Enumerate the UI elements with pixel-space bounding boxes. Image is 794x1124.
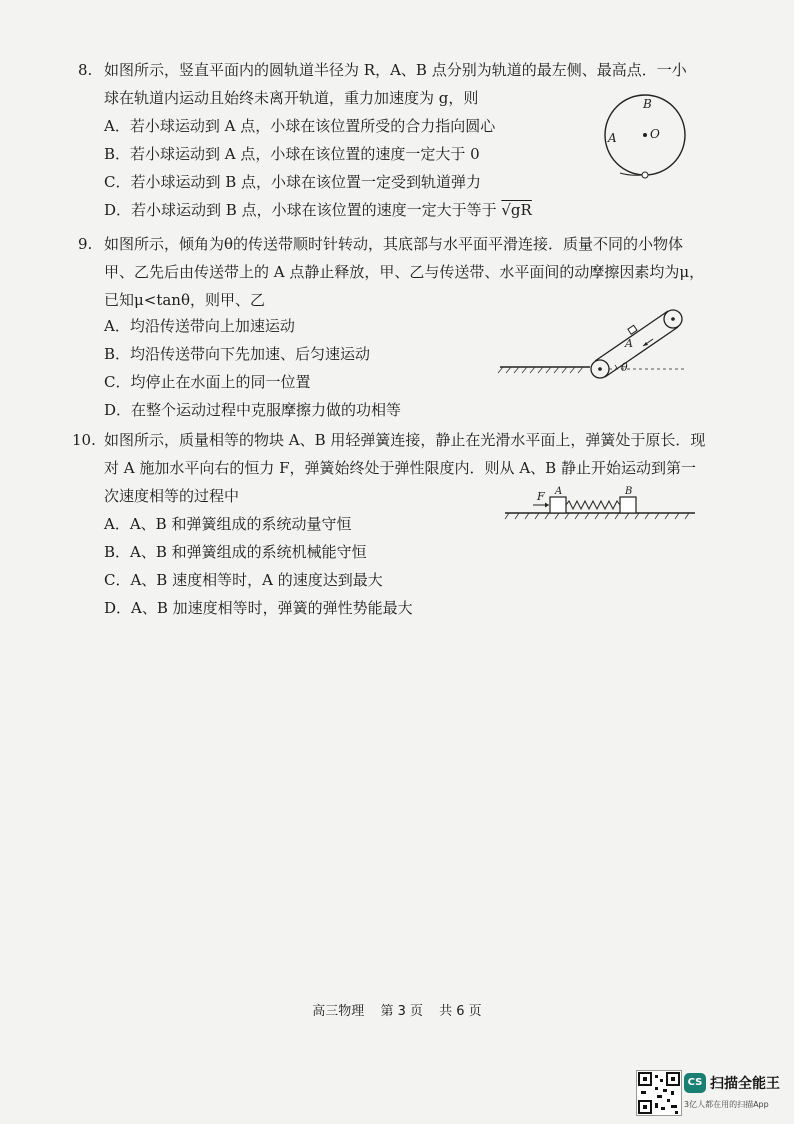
question-10-number: 10. [72, 431, 96, 449]
spring-blocks-figure [505, 485, 695, 525]
force-f-label: F [537, 490, 545, 503]
question-10-option-c: C．A、B 速度相等时，A 的速度达到最大 [104, 571, 383, 589]
question-8-option-a: A．若小球运动到 A 点，小球在该位置所受的合力指向圆心 [104, 117, 496, 135]
question-10-option-b: B．A、B 和弹簧组成的系统机械能守恒 [104, 543, 367, 561]
camscanner-tagline: 3亿人都在用的扫描App [684, 1100, 769, 1109]
circular-track-figure [600, 90, 690, 180]
question-9-option-b: B．均沿传送带向下先加速、后匀速运动 [104, 345, 371, 363]
point-b-label: B [643, 97, 652, 111]
question-9-option-a: A．均沿传送带向上加速运动 [104, 317, 295, 335]
footer-page: 第 3 页 [380, 1004, 423, 1019]
question-8-stem-line-2: 球在轨道内运动且始终未离开轨道，重力加速度为 g，则 [104, 89, 479, 107]
footer-subject: 高三物理 [312, 1004, 365, 1019]
question-9-stem-line-3: 已知μ<tanθ，则甲、乙 [104, 291, 265, 309]
question-9-stem-line-2: 甲、乙先后由传送带上的 A 点静止释放，甲、乙与传送带、水平面间的动摩擦因素均为μ， [104, 263, 705, 281]
question-8-number: 8. [78, 61, 93, 79]
question-9-stem-line-1: 如图所示，倾角为θ的传送带顺时针转动，其底部与水平面平滑连接．质量不同的小物体 [104, 235, 684, 253]
question-8-option-b: B．若小球运动到 A 点，小球在该位置的速度一定大于 0 [104, 145, 480, 163]
point-a-label: A [625, 337, 633, 350]
question-9-option-c: C．均停止在水面上的同一位置 [104, 373, 311, 391]
block-b-label: B [625, 486, 633, 497]
camscanner-logo-icon: CS [684, 1073, 706, 1093]
question-10-option-d: D．A、B 加速度相等时，弹簧的弹性势能最大 [104, 599, 413, 617]
qr-code-icon [636, 1070, 682, 1116]
sqrt-gr-formula: √gR [501, 201, 532, 219]
question-8-option-d-text: D．若小球运动到 B 点，小球在该位置的速度一定大于等于 [104, 201, 502, 219]
question-9-option-d: D．在整个运动过程中克服摩擦力做的功相等 [104, 401, 402, 419]
block-a-label: A [555, 486, 563, 497]
question-8-stem-line-1: 如图所示，竖直平面内的圆轨道半径为 R，A、B 点分别为轨道的最左侧、最高点．一小 [104, 61, 687, 79]
question-10-stem-line-2: 对 A 施加水平向右的恒力 F，弹簧始终处于弹性限度内．则从 A、B 静止开始运动到第一 [104, 459, 696, 477]
question-8-option-d [104, 200, 532, 220]
angle-theta-label: θ [621, 361, 628, 374]
bleed-through-text [430, 700, 434, 716]
point-o-label: O [650, 127, 660, 141]
question-10-stem-line-1: 如图所示，质量相等的物块 A、B 用轻弹簧连接，静止在光滑水平面上，弹簧处于原长．现 [104, 431, 706, 449]
page-footer [0, 1000, 794, 1019]
question-10-option-a: A．A、B 和弹簧组成的系统动量守恒 [104, 515, 352, 533]
conveyor-belt-figure [495, 305, 695, 385]
footer-total: 共 6 页 [439, 1004, 482, 1019]
question-8-option-c: C．若小球运动到 B 点，小球在该位置一定受到轨道弹力 [104, 173, 482, 191]
camscanner-name: 扫描全能王 [710, 1076, 780, 1092]
point-a-label: A [608, 131, 617, 145]
question-9-number: 9. [78, 235, 93, 253]
question-10-stem-line-3: 次速度相等的过程中 [104, 487, 240, 505]
